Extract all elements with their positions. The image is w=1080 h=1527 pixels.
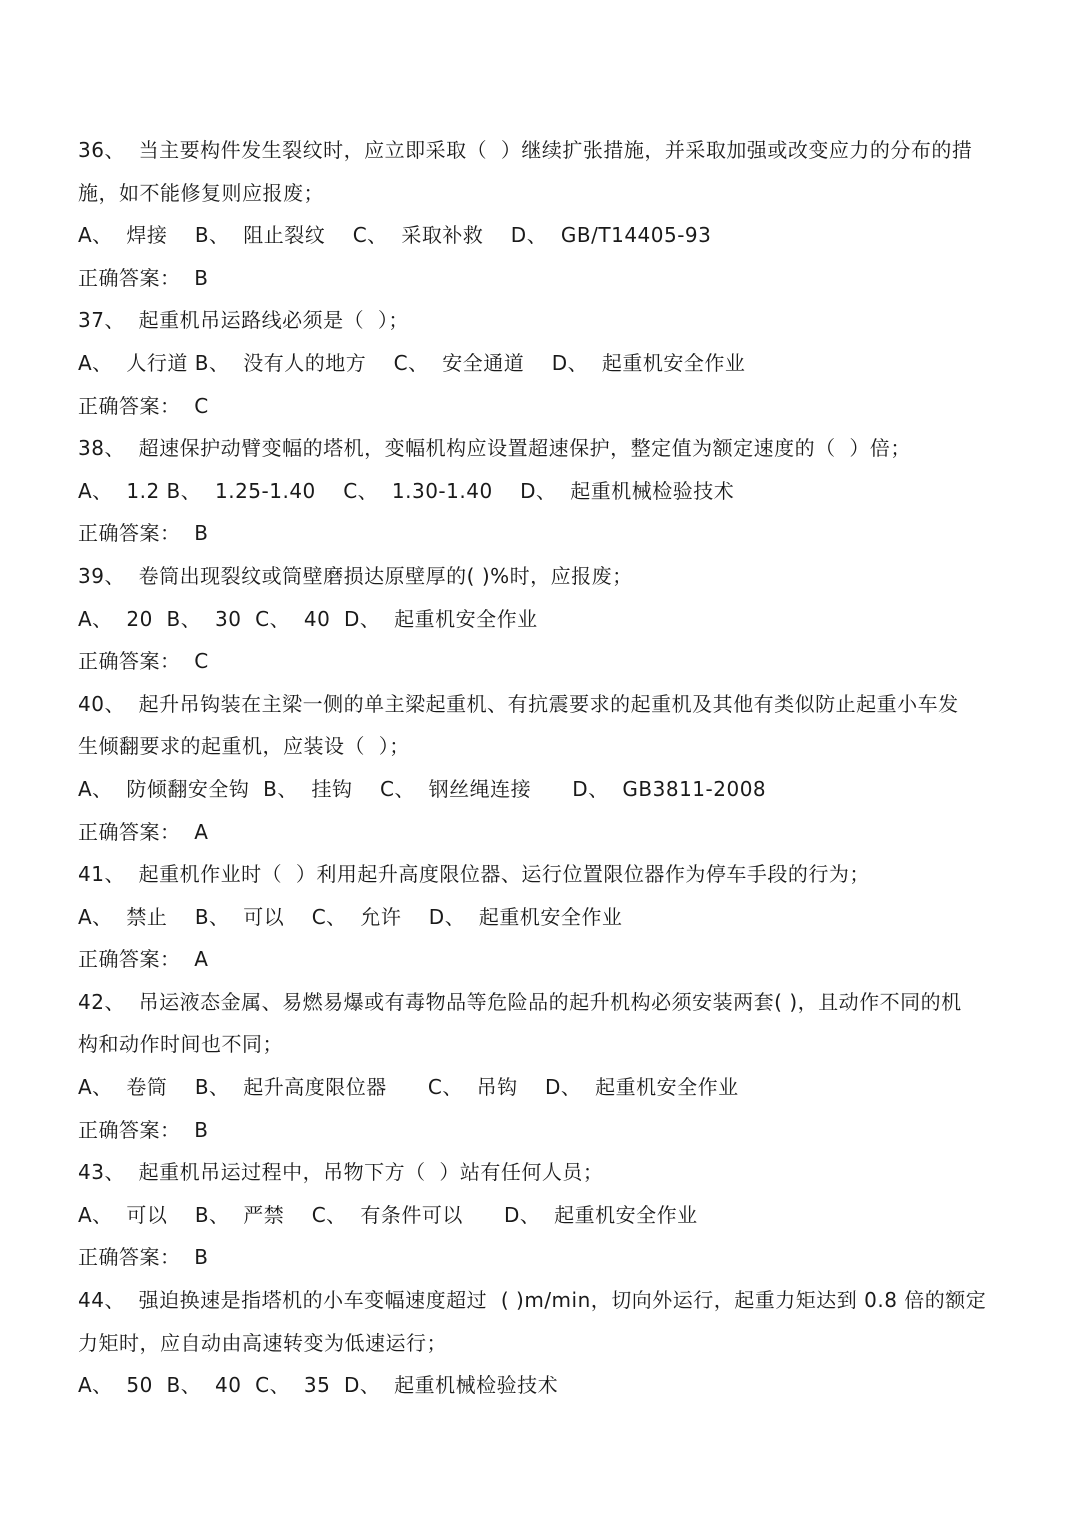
question-options: A、 禁止 B、 可以 C、 允许 D、 起重机安全作业 <box>78 904 623 929</box>
question-stem-line: 构和动作时间也不同； <box>78 1032 283 1057</box>
question-item <box>78 981 1008 1151</box>
question-item <box>78 683 1008 853</box>
question-options: A、 可以 B、 严禁 C、 有条件可以 D、 起重机安全作业 <box>78 1202 698 1227</box>
question-stem-line: 38、 超速保护动臂变幅的塔机，变幅机构应设置超速保护，整定值为额定速度的（ ）倍； <box>78 436 911 461</box>
question-item <box>78 129 1008 299</box>
question-answer: 正确答案： C <box>78 393 209 418</box>
question-answer: 正确答案： C <box>78 649 209 674</box>
question-stem-line: 力矩时，应自动由高速转变为低速运行； <box>78 1330 447 1355</box>
question-answer: 正确答案： B <box>78 521 209 546</box>
question-answer: 正确答案： B <box>78 1117 209 1142</box>
question-options: A、 卷筒 B、 起升高度限位器 C、 吊钩 D、 起重机安全作业 <box>78 1075 739 1100</box>
question-stem-line: 39、 卷筒出现裂纹或筒壁磨损达原壁厚的( )%时，应报废； <box>78 563 633 588</box>
question-options: A、 焊接 B、 阻止裂纹 C、 采取补救 D、 GB/T14405-93 <box>78 223 712 248</box>
question-stem-line: 44、 强迫换速是指塔机的小车变幅速度超过 ( )m/min，切向外运行，起重力矩达到 0.8 倍的额定 <box>78 1288 987 1313</box>
question-stem-line: 36、 当主要构件发生裂纹时，应立即采取（ ）继续扩张措施，并采取加强或改变应力的分布的措 <box>78 138 973 162</box>
question-options: A、 20 B、 30 C、 40 D、 起重机安全作业 <box>78 606 538 631</box>
question-answer: 正确答案： B <box>78 1245 209 1270</box>
question-stem-line: 37、 起重机吊运路线必须是（ ）； <box>78 308 409 333</box>
question-options: A、 1.2 B、 1.25-1.40 C、 1.30-1.40 D、 起重机械检验技术 <box>78 478 735 503</box>
question-options: A、 防倾翻安全钩 B、 挂钩 C、 钢丝绳连接 D、 GB3811-2008 <box>78 776 767 801</box>
question-item <box>78 1279 1008 1407</box>
question-item <box>78 853 1008 981</box>
question-stem-line: 生倾翻要求的起重机，应装设（ ）； <box>78 734 410 759</box>
question-options: A、 人行道 B、 没有人的地方 C、 安全通道 D、 起重机安全作业 <box>78 350 746 375</box>
question-answer: 正确答案： B <box>78 265 209 290</box>
question-item <box>78 427 1008 555</box>
question-stem-line: 41、 起重机作业时（ ）利用起升高度限位器、运行位置限位器作为停车手段的行为； <box>78 862 870 887</box>
question-stem-line: 43、 起重机吊运过程中，吊物下方（ ）站有任何人员； <box>78 1160 604 1185</box>
question-answer: 正确答案： A <box>78 819 209 844</box>
question-stem-line: 40、 起升吊钩装在主梁一侧的单主梁起重机、有抗震要求的起重机及其他有类似防止起重小车发 <box>78 691 959 716</box>
question-item <box>78 555 1008 683</box>
question-list <box>78 129 1008 1407</box>
question-item <box>78 299 1008 427</box>
question-stem-line: 42、 吊运液态金属、易燃易爆或有毒物品等危险品的起升机构必须安装两套( )，且动作不同的机 <box>78 989 962 1014</box>
question-options: A、 50 B、 40 C、 35 D、 起重机械检验技术 <box>78 1373 559 1398</box>
question-item <box>78 1151 1008 1279</box>
question-stem-line: 施，如不能修复则应报废； <box>78 180 324 205</box>
question-answer: 正确答案： A <box>78 947 209 972</box>
